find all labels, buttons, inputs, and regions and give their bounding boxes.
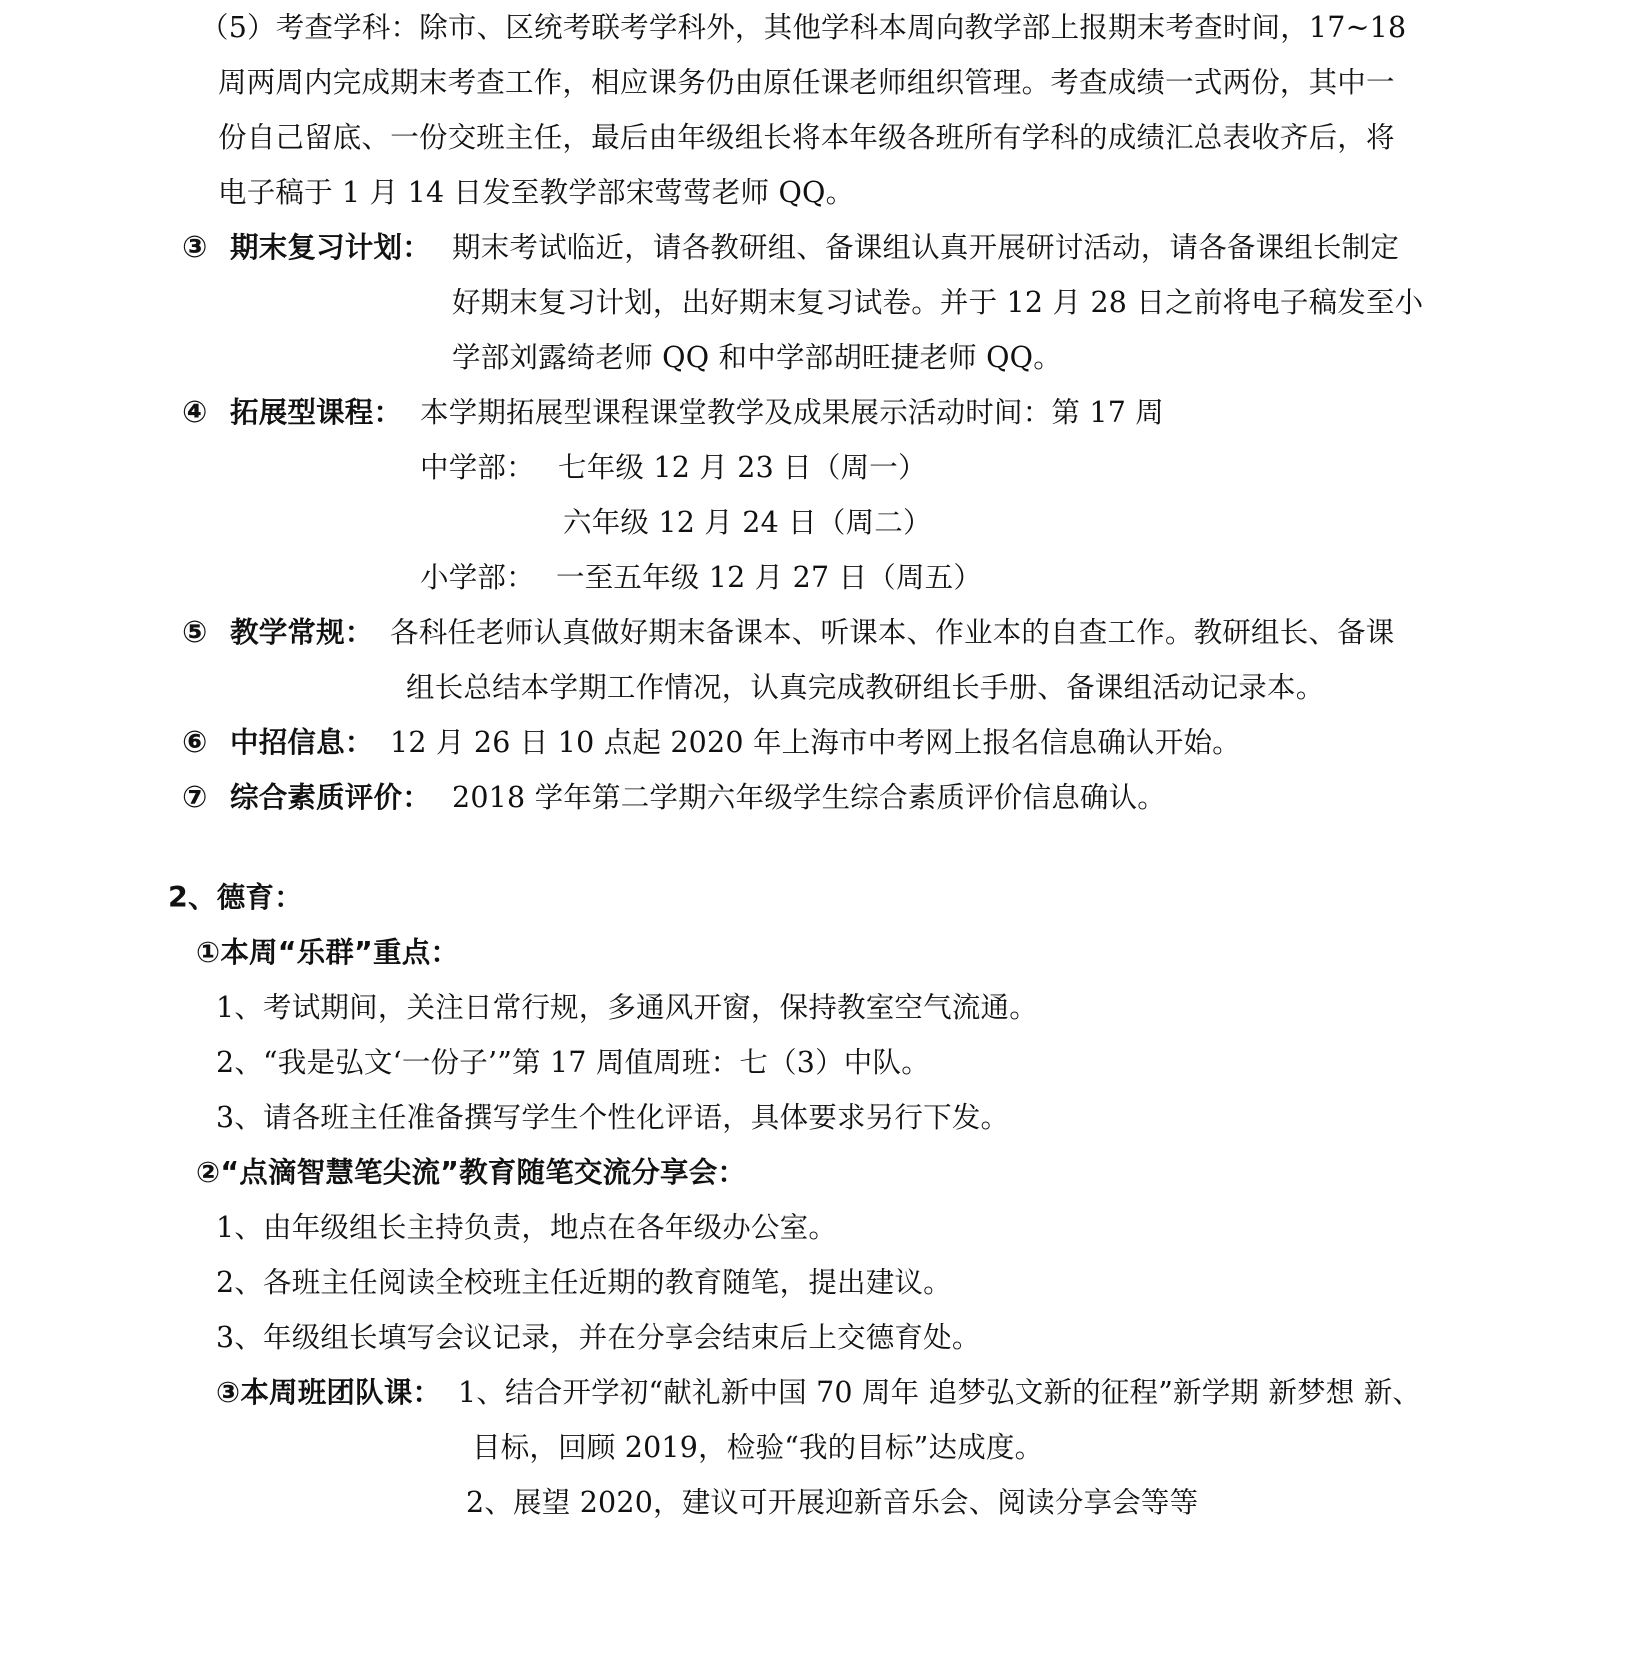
moral-point-1-item-3: 3、请各班主任准备撰写学生个性化评语，具体要求另行下发。 bbox=[216, 1101, 1010, 1134]
quality-evaluation-title: 综合素质评价： bbox=[230, 781, 431, 814]
primary-school-label: 小学部： bbox=[420, 561, 535, 594]
middle-school-grade6: 六年级 12 月 24 日（周二） bbox=[563, 506, 932, 539]
exam-subjects-line-2: 周两周内完成期末考查工作，相应课务仍由原任课老师组织管理。考查成绩一式两份，其中一 bbox=[218, 66, 1395, 99]
middle-school-grade7: 七年级 12 月 23 日（周一） bbox=[558, 451, 927, 484]
review-plan-line-2: 好期末复习计划，出好期末复习试卷。并于 12 月 28 日之前将电子稿发至小 bbox=[452, 286, 1424, 319]
primary-school-grades: 一至五年级 12 月 27 日（周五） bbox=[556, 561, 983, 594]
item-number-7: ⑦ bbox=[182, 780, 208, 815]
moral-point-3-title: ③本周班团队课： bbox=[216, 1376, 442, 1409]
quality-evaluation-text: 2018 学年第二学期六年级学生综合素质评价信息确认。 bbox=[452, 781, 1166, 814]
teaching-routine-line-1: 各科任老师认真做好期末备课本、听课本、作业本的自查工作。教研组长、备课 bbox=[390, 616, 1395, 649]
moral-point-1-item-2: 2、“我是弘文‘一份子’”第 17 周值周班：七（3）中队。 bbox=[216, 1046, 930, 1079]
extended-courses-title: 拓展型课程： bbox=[230, 396, 403, 429]
moral-point-2-title: ②“点滴智慧笔尖流”教育随笔交流分享会： bbox=[196, 1156, 747, 1189]
item-number-6: ⑥ bbox=[182, 725, 208, 760]
teaching-routine-title: 教学常规： bbox=[230, 616, 374, 649]
review-plan-line-3: 学部刘露绮老师 QQ 和中学部胡旺捷老师 QQ。 bbox=[452, 341, 1062, 374]
moral-point-2-item-1: 1、由年级组长主持负责，地点在各年级办公室。 bbox=[216, 1211, 838, 1244]
moral-point-1-item-1: 1、考试期间，关注日常行规，多通风开窗，保持教室空气流通。 bbox=[216, 991, 1038, 1024]
moral-education-heading: 2、德育： bbox=[168, 881, 303, 914]
item-number-3: ③ bbox=[182, 230, 208, 265]
enrollment-info-text: 12 月 26 日 10 点起 2020 年上海市中考网上报名信息确认开始。 bbox=[390, 726, 1241, 759]
item-number-5: ⑤ bbox=[182, 615, 208, 650]
item-number-4: ④ bbox=[182, 395, 208, 430]
exam-subjects-line-3: 份自己留底、一份交班主任，最后由年级组长将本年级各班所有学科的成绩汇总表收齐后，将 bbox=[218, 121, 1395, 154]
exam-subjects-line-1: （5）考查学科：除市、区统考联考学科外，其他学科本周向教学部上报期末考查时间，17~18 bbox=[200, 11, 1407, 44]
exam-subjects-line-4: 电子稿于 1 月 14 日发至教学部宋莺莺老师 QQ。 bbox=[218, 176, 855, 209]
moral-point-3-line-3: 2、展望 2020，建议可开展迎新音乐会、阅读分享会等等 bbox=[466, 1486, 1199, 1519]
moral-point-3-line-2: 目标，回顾 2019，检验“我的目标”达成度。 bbox=[472, 1431, 1044, 1464]
moral-point-2-item-2: 2、各班主任阅读全校班主任近期的教育随笔，提出建议。 bbox=[216, 1266, 952, 1299]
review-plan-title: 期末复习计划： bbox=[230, 231, 431, 264]
moral-point-1-title: ①本周“乐群”重点： bbox=[196, 936, 460, 969]
teaching-routine-line-2: 组长总结本学期工作情况，认真完成教研组长手册、备课组活动记录本。 bbox=[406, 671, 1325, 704]
review-plan-line-1: 期末考试临近，请各教研组、备课组认真开展研讨活动，请各备课组长制定 bbox=[452, 231, 1400, 264]
enrollment-info-title: 中招信息： bbox=[230, 726, 374, 759]
moral-point-2-item-3: 3、年级组长填写会议记录，并在分享会结束后上交德育处。 bbox=[216, 1321, 981, 1354]
middle-school-label: 中学部： bbox=[420, 451, 535, 484]
extended-courses-intro: 本学期拓展型课程课堂教学及成果展示活动时间：第 17 周 bbox=[420, 396, 1164, 429]
moral-point-3-line-1: 1、结合开学初“献礼新中国 70 周年 追梦弘文新的征程”新学期 新梦想 新、 bbox=[458, 1376, 1422, 1409]
